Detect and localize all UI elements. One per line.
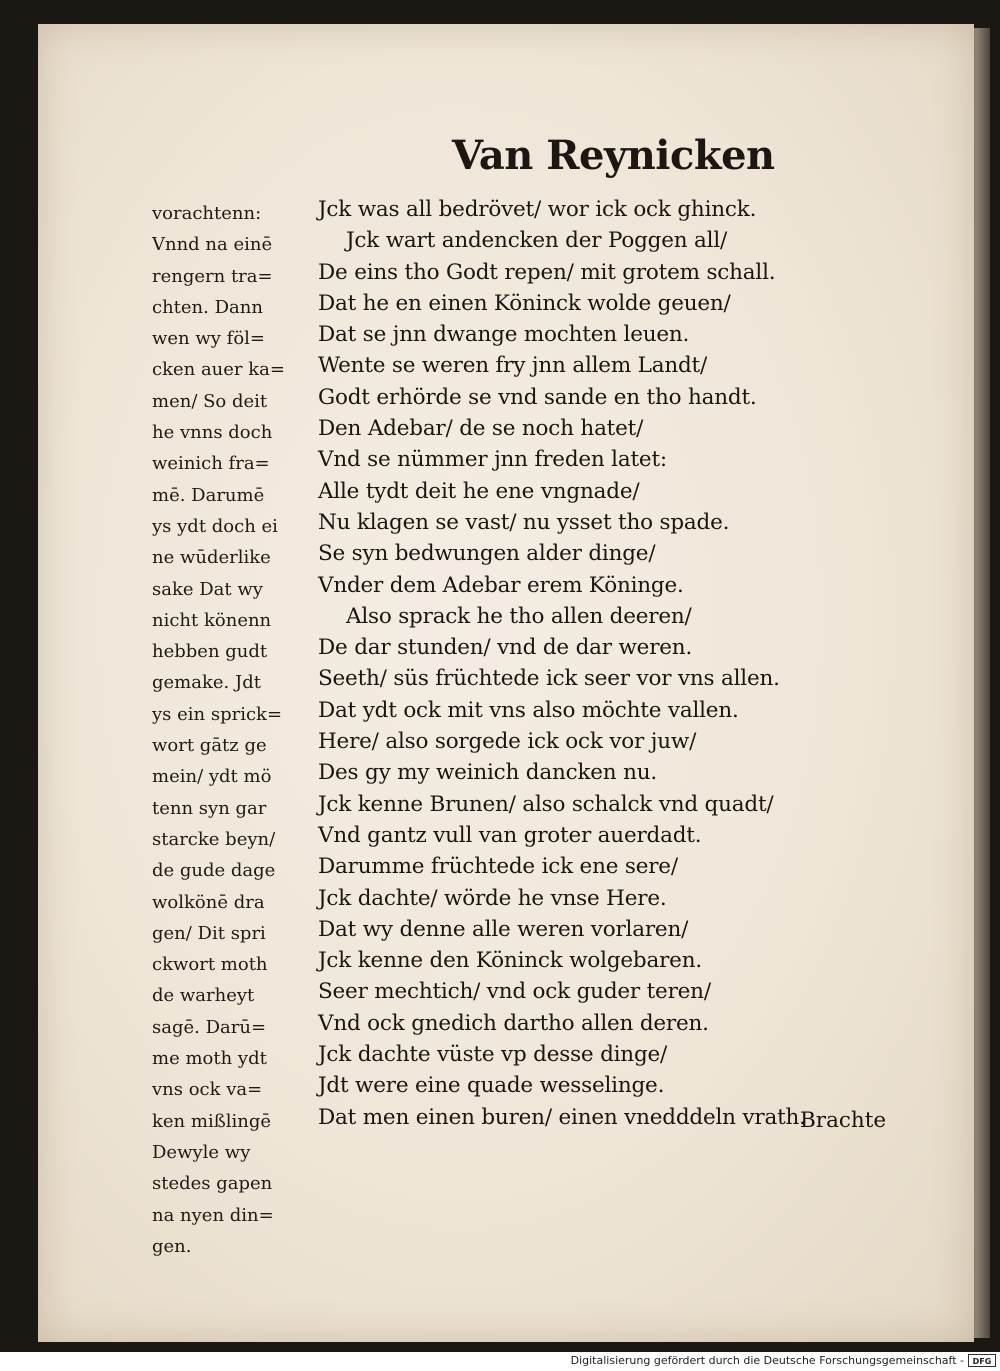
margin-gloss-line: vorachtenn: [152,203,262,224]
margin-gloss-line: Dewyle wy [152,1141,251,1163]
verse-line: Jck dachte/ wörde he vnse Here. [318,885,667,911]
verse-line: Here/ also sorgede ick ock vor juw/ [318,729,697,755]
verse-line: Also sprack he tho allen deeren/ [346,603,692,629]
verse-line: Vnd gantz vull van groter auerdadt. [318,822,702,848]
verse-line: Se syn bedwungen alder dinge/ [318,541,656,567]
verse-line: Vnd se nümmer jnn freden latet: [318,447,667,473]
verse-line: De eins tho Godt repen/ mit grotem schall. [318,259,776,285]
margin-gloss-line: ckwort moth [152,954,268,976]
verse-line: Dat men einen buren/ einen vnedddeln vrath. [318,1104,806,1130]
verse-line: Vnd ock gnedich dartho allen deren. [318,1010,709,1036]
margin-gloss-line: mein/ ydt mö [152,766,272,788]
margin-gloss-line: wort gātz ge [152,735,267,757]
verse-line: Jdt were eine quade wesselinge. [318,1073,665,1099]
verse-line: Dat wy denne alle weren vorlaren/ [318,916,689,942]
margin-gloss-line: Vnnd na einē [152,234,273,256]
margin-gloss-line: ken mißlingē [152,1110,272,1132]
verse-line: Dat he en einen Köninck wolde geuen/ [318,290,731,316]
margin-gloss-line: de warheyt [152,985,255,1007]
margin-gloss-line: starcke beyn/ [152,828,276,850]
margin-gloss-line: gemake. Jdt [152,672,261,694]
margin-gloss-line: men/ So deit [152,390,268,412]
margin-gloss-line: wen wy föl= [152,328,266,350]
catchword: Brachte [800,1108,887,1133]
verse-line: Dat se jnn dwange mochten leuen. [318,322,690,348]
margin-gloss-line: hebben gudt [152,641,268,663]
margin-gloss-line: mē. Darumē [152,484,265,506]
margin-gloss-line: nicht könenn [152,609,272,631]
margin-gloss-line: gen. [152,1235,192,1257]
verse-line: Wente se weren fry jnn allem Landt/ [318,353,708,379]
verse-line: Alle tydt deit he ene vngnade/ [318,478,640,504]
margin-gloss-line: stedes gapen [152,1173,273,1195]
verse-line: Jck dachte vüste vp desse dinge/ [318,1042,668,1068]
margin-gloss-line: ys ein sprick= [152,703,283,725]
margin-gloss-line: rengern tra= [152,265,273,287]
verse-line: Jck wart andencken der Poggen all/ [346,228,728,254]
verse-line: Dat ydt ock mit vns also möchte vallen. [318,697,739,723]
margin-gloss-line: sake Dat wy [152,578,263,600]
margin-gloss-line: ys ydt doch ei [152,515,278,537]
verse-line: Jck kenne Brunen/ also schalck vnd quadt/ [318,791,774,817]
margin-gloss-line: na nyen din= [152,1204,274,1226]
margin-gloss-line: me moth ydt [152,1048,267,1070]
margin-gloss-line: vns ock va= [152,1079,263,1101]
margin-gloss-line: cken auer ka= [152,359,285,381]
margin-gloss-line: de gude dage [152,860,276,882]
margin-gloss-line: weinich fra= [152,453,270,475]
running-head: Van Reynicken [452,132,775,179]
margin-gloss-line: tenn syn gar [152,797,267,819]
verse-line: De dar stunden/ vnd de dar weren. [318,635,693,661]
margin-gloss [152,198,317,1262]
footer-credit: Digitalisierung gefördert durch die Deutsche Forschungsgemeinschaft - [570,1354,964,1367]
verse-text [318,194,898,1133]
verse-line: Des gy my weinich dancken nu. [318,760,658,786]
margin-gloss-line: sagē. Darū= [152,1016,267,1038]
verse-line: Darumme früchtede ick ene sere/ [318,854,678,880]
verse-line: Nu klagen se vast/ nu ysset tho spade. [318,509,730,535]
dfg-logo: DFG [968,1354,996,1367]
verse-line: Den Adebar/ de se noch hatet/ [318,416,644,442]
margin-gloss-line: wolkönē dra [152,891,265,913]
verse-line: Jck was all bedrövet/ wor ick ock ghinck. [318,197,757,222]
verse-line: Godt erhörde se vnd sande en tho handt. [318,384,757,410]
margin-gloss-line: gen/ Dit spri [152,922,266,944]
verse-line: Jck kenne den Köninck wolgebaren. [318,948,702,974]
verse-line: Vnder dem Adebar erem Köninge. [318,572,684,598]
margin-gloss-line: chten. Dann [152,296,263,318]
verse-line: Seer mechtich/ vnd ock guder teren/ [318,979,711,1005]
margin-gloss-line: ne wūderlike [152,547,271,569]
margin-gloss-line: he vnns doch [152,422,273,444]
verse-line: Seeth/ süs früchtede ick seer vor vns allen. [318,666,780,692]
